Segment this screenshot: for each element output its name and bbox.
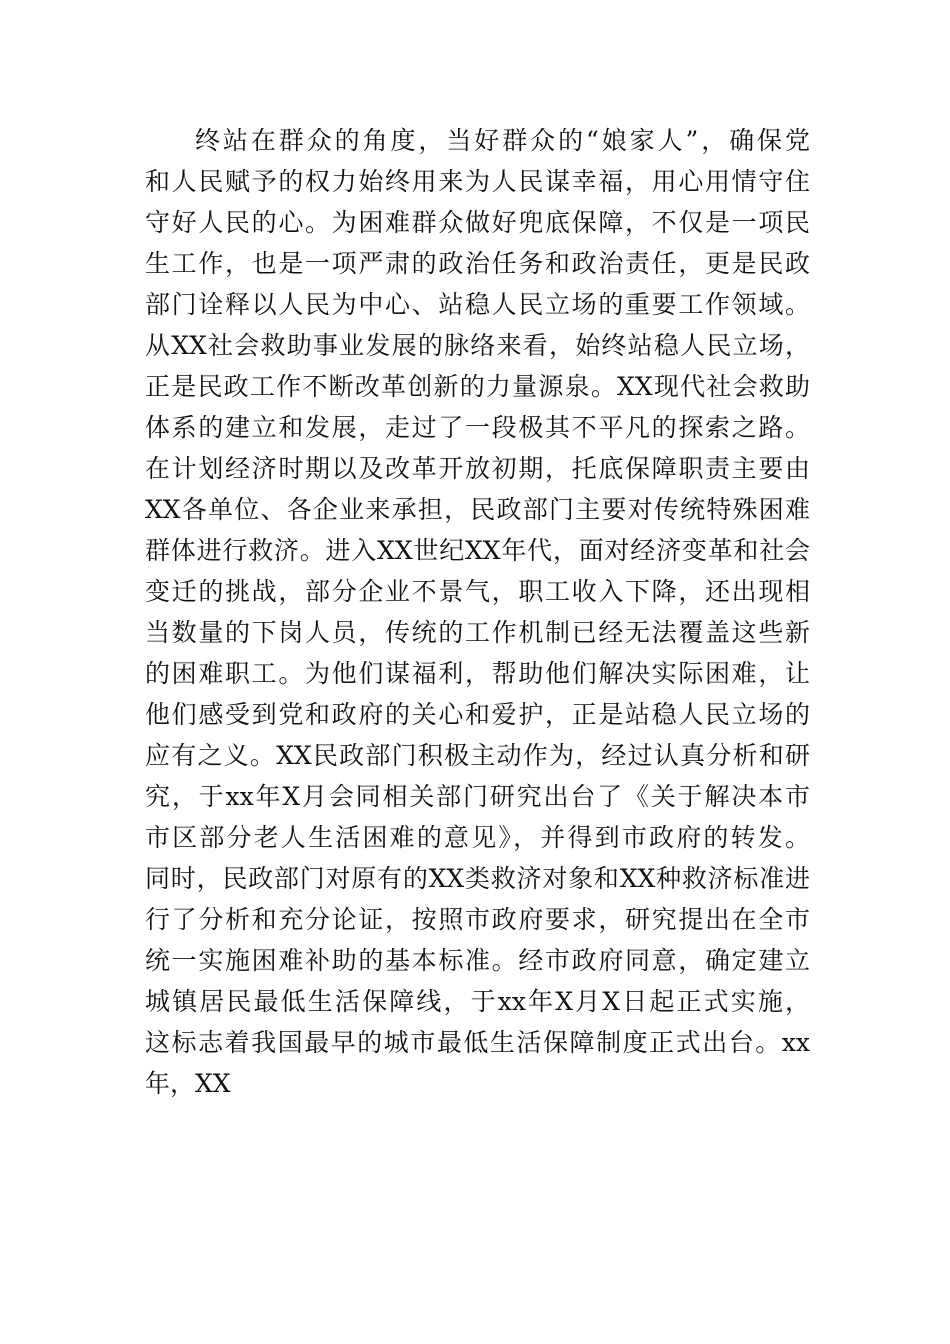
text-line: 究，于xx年X月会同相关部门研究出台了《关于解决本市 (145, 782, 810, 811)
text-line: 他们感受到党和政府的关心和爱护，正是站稳人民立场的 (145, 700, 810, 729)
text-line: 的困难职工。为他们谋福利，帮助他们解决实际困难，让 (145, 659, 810, 688)
text-line: 这标志着我国最早的城市最低生活保障制度正式出台。xx (145, 1028, 810, 1057)
text-line: 在计划经济时期以及改革开放初期，托底保障职责主要由 (145, 454, 810, 483)
text-line: 和人民赋予的权力始终用来为人民谋幸福，用心用情守住 (145, 167, 810, 196)
text-line: 从XX社会救助事业发展的脉络来看，始终站稳人民立场， (145, 331, 810, 360)
text-line: 生工作，也是一项严肃的政治任务和政治责任，更是民政 (145, 249, 810, 278)
body-paragraph (145, 120, 810, 1104)
text-line: 市区部分老人生活困难的意见》，并得到市政府的转发。 (145, 823, 810, 852)
text-line: 群体进行救济。进入XX世纪XX年代，面对经济变革和社会 (145, 536, 810, 565)
text-line: 同时，民政部门对原有的XX类救济对象和XX种救济标准进 (145, 864, 810, 893)
text-line: XX各单位、各企业来承担，民政部门主要对传统特殊困难 (145, 495, 810, 524)
text-line: 体系的建立和发展，走过了一段极其不平凡的探索之路。 (145, 413, 810, 442)
text-line: 当数量的下岗人员，传统的工作机制已经无法覆盖这些新 (145, 618, 810, 647)
text-line: 守好人民的心。为困难群众做好兜底保障，不仅是一项民 (145, 208, 810, 237)
text-line: 变迁的挑战，部分企业不景气，职工收入下降，还出现相 (145, 577, 810, 606)
text-line: 应有之义。XX民政部门积极主动作为，经过认真分析和研 (145, 741, 810, 770)
text-line: 正是民政工作不断改革创新的力量源泉。XX现代社会救助 (145, 372, 810, 401)
text-line: 终站在群众的角度，当好群众的“娘家人”，确保党 (195, 126, 810, 155)
text-line: 统一实施困难补助的基本标准。经市政府同意，确定建立 (145, 946, 810, 975)
text-line: 城镇居民最低生活保障线，于xx年X月X日起正式实施， (145, 987, 810, 1016)
text-line: 行了分析和充分论证，按照市政府要求，研究提出在全市 (145, 905, 810, 934)
text-line: 年，XX (145, 1069, 231, 1098)
text-line: 部门诠释以人民为中心、站稳人民立场的重要工作领域。 (145, 290, 810, 319)
